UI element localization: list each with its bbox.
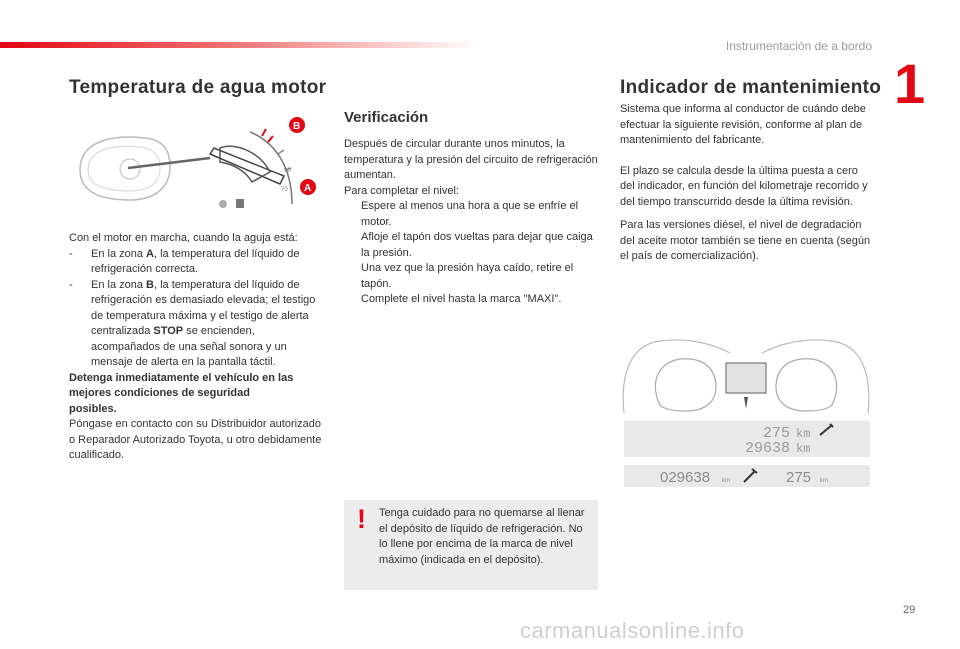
service-unit-2: km <box>820 478 828 484</box>
stop-ref: STOP <box>153 325 184 337</box>
watermark: carmanualsonline.info <box>520 618 745 643</box>
header-color-bar <box>0 42 480 48</box>
warning-icon: ! <box>357 504 366 534</box>
maintenance-display-2 <box>624 465 870 487</box>
middle-intro: Después de circular durante unos minutos, la temperatura y la presión del circuito de refrigeración aumentan. <box>344 138 598 181</box>
right-title: Indicador de mantenimiento <box>620 77 882 98</box>
mark-90-label: 90 <box>284 168 291 174</box>
page-number: 29 <box>903 604 916 616</box>
left-title: Temperatura de agua motor <box>69 77 327 98</box>
warning-box <box>344 500 598 590</box>
right-p1: Sistema que informa al conductor de cuándo debe efectuar la siguiente revisión, conforme al plan de mantenimiento del fabricante. <box>620 103 866 146</box>
left-intro: Con el motor en marcha, cuando la aguja está: <box>69 232 298 244</box>
left-contact: Póngase en contacto con su Distribuidor autorizado o Reparador Autorizado Toyota, u otro debidamente cualificado. <box>69 418 322 461</box>
odometer-unit-2: km <box>722 478 730 484</box>
right-body <box>620 102 875 265</box>
warning-text: Tenga cuidado para no quemarse al llenar el depósito de líquido de refrigeración. No lo llene por encima de la marca de nivel máximo (indicada en el depósito). <box>379 507 585 566</box>
zone-a-ref: A <box>146 247 154 260</box>
section-title: Instrumentación de a bordo <box>725 39 872 53</box>
left-body <box>69 231 324 464</box>
maintenance-display-1 <box>624 421 870 457</box>
left-bold-warning: Detenga inmediatamente el vehículo en las mejores condiciones de seguridad posibles. <box>69 371 294 415</box>
odometer-value-2: 029638 <box>660 469 711 486</box>
bullet-icon <box>344 230 361 261</box>
bullet-icon <box>344 261 361 292</box>
bullet-icon <box>344 199 361 230</box>
zone-b-label: B <box>293 121 301 132</box>
zone-a-label: A <box>304 183 312 194</box>
list-item-zone-b: - En la zona B, la temperatura del líquido de refrigeración es demasiado elevada; el testigo de temperatura máxima y el testigo de alerta centralizada STOP se encienden, acompañados de una señal sonora y un mensaje de alerta en la pantalla táctil. <box>69 278 324 371</box>
dash-marker: - <box>69 247 73 260</box>
right-p2: El plazo se calcula desde la última puesta a cero del indicador, en función del kilometraje recorrido y del tiempo transcurrido desde la última revisión. <box>620 164 868 208</box>
odometer-unit: km <box>796 442 811 456</box>
instrument-panel-illustration <box>620 335 872 417</box>
list-item: Afloje el tapón dos vueltas para dejar que caiga la presión. <box>344 230 600 261</box>
list-item: Complete el nivel hasta la marca "MAXI". <box>344 292 600 308</box>
mark-70-label: 70 <box>281 187 288 193</box>
dash-marker: - <box>69 278 73 291</box>
list-item-zone-a: - En la zona A, la temperatura del líquido de refrigeración correcta. <box>69 247 324 278</box>
list-item: Una vez que la presión haya caído, retire el tapón. <box>344 261 600 292</box>
service-km-unit: km <box>796 427 811 441</box>
service-km-value: 275 <box>762 425 790 442</box>
middle-title: Verificación <box>344 109 429 126</box>
list-item: Espere al menos una hora a que se enfríe el motor. <box>344 199 600 230</box>
zone-b-ref: B <box>146 278 154 291</box>
odometer-value: 29638 <box>744 440 790 457</box>
temperature-gauge-illustration <box>70 112 325 220</box>
middle-lead: Para completar el nivel: <box>344 184 459 197</box>
right-p3: Para las versiones diésel, el nivel de degradación del aceite motor también se tiene en cuenta (según el país de comercialización). <box>620 219 871 262</box>
middle-body <box>344 137 600 308</box>
service-value-2: 275 <box>786 469 812 486</box>
bullet-icon <box>344 292 361 308</box>
chapter-number: 1 <box>894 52 926 115</box>
